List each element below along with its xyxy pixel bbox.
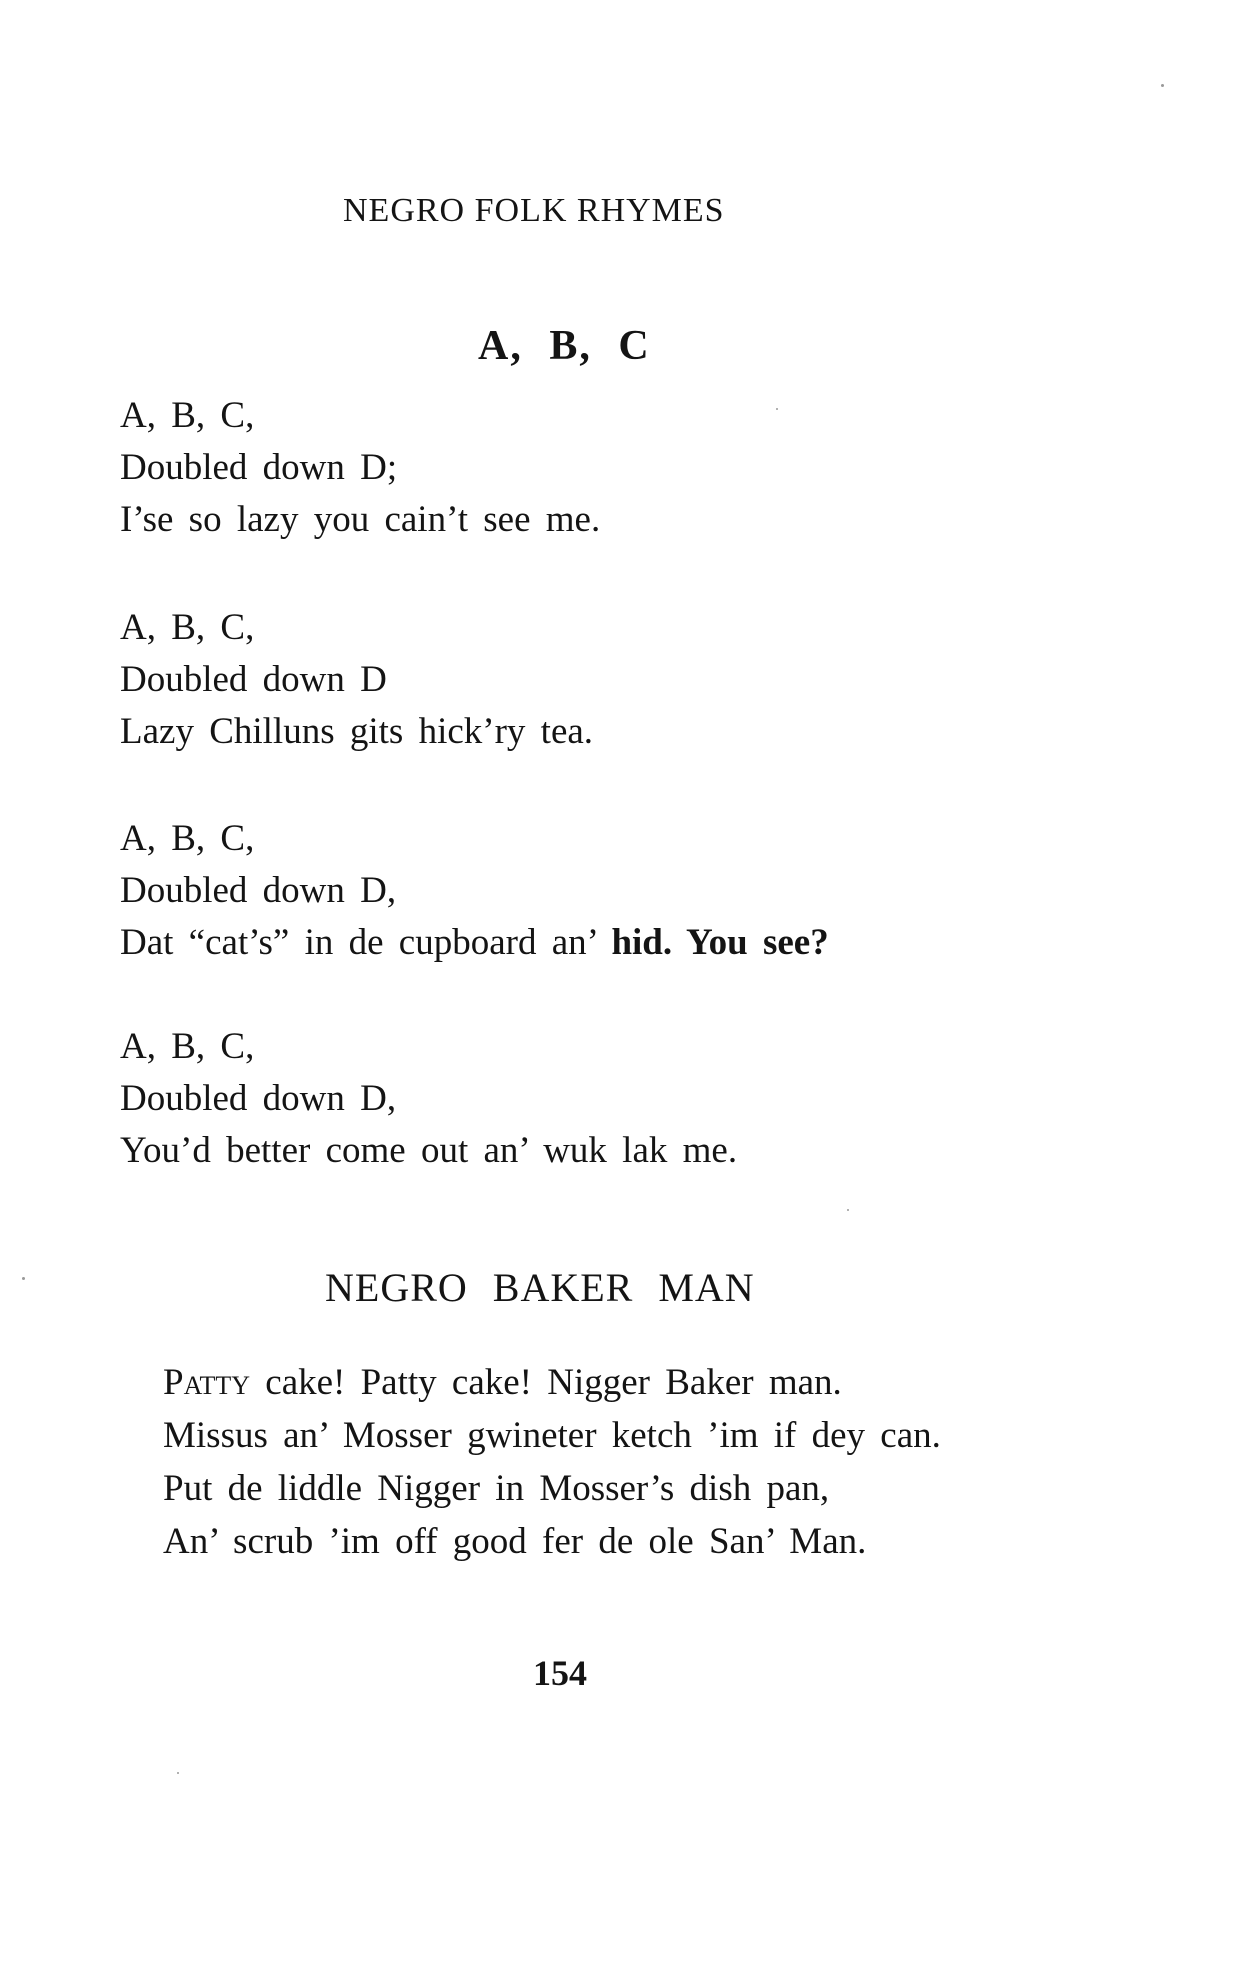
- verse-line: A, B, C,: [120, 395, 255, 436]
- stanza-1: [120, 390, 600, 546]
- verse-line: You’d better come out an’ wuk lak me.: [120, 1130, 738, 1171]
- verse-line: An’ scrub ’im off good fer de ole San’ Man.: [163, 1521, 867, 1562]
- paper-speck: [776, 408, 778, 410]
- verse-line: Doubled down D: [120, 659, 387, 700]
- paper-speck: [847, 1209, 849, 1211]
- lead-word-small-caps: Patty: [163, 1362, 251, 1403]
- baker-man-stanza: [163, 1356, 941, 1568]
- stanza-3: [120, 813, 829, 969]
- paper-speck: [22, 1277, 25, 1280]
- running-head: NEGRO FOLK RHYMES: [343, 192, 725, 229]
- stanza-2: [120, 602, 593, 758]
- poem-title-baker-man: NEGRO BAKER MAN: [325, 1265, 755, 1310]
- verse-line: Doubled down D,: [120, 1078, 397, 1119]
- verse-line: Lazy Chilluns gits hick’ry tea.: [120, 711, 594, 752]
- verse-line-bold-part: hid. You see?: [611, 922, 829, 963]
- verse-line: Doubled down D,: [120, 870, 397, 911]
- verse-line: [163, 1356, 941, 1409]
- paper-speck: [177, 1772, 179, 1774]
- verse-line-part: Dat “cat’s” in de cupboard an’: [120, 922, 612, 963]
- poem-title-abc: A, B, C: [478, 323, 651, 369]
- verse-line: A, B, C,: [120, 1026, 255, 1067]
- verse-line: I’se so lazy you cain’t see me.: [120, 499, 601, 540]
- verse-line: A, B, C,: [120, 818, 255, 859]
- verse-line: A, B, C,: [120, 607, 255, 648]
- verse-line: Put de liddle Nigger in Mosser’s dish pan,: [163, 1468, 830, 1509]
- paper-speck: [1161, 84, 1164, 87]
- verse-line-part: cake! Patty cake! Nigger Baker man.: [250, 1362, 842, 1403]
- verse-line: Doubled down D;: [120, 447, 398, 488]
- stanza-4: [120, 1021, 737, 1177]
- verse-line: Missus an’ Mosser gwineter ketch ’im if dey can.: [163, 1415, 941, 1456]
- verse-line: [120, 917, 829, 969]
- page-number: 154: [533, 1653, 587, 1693]
